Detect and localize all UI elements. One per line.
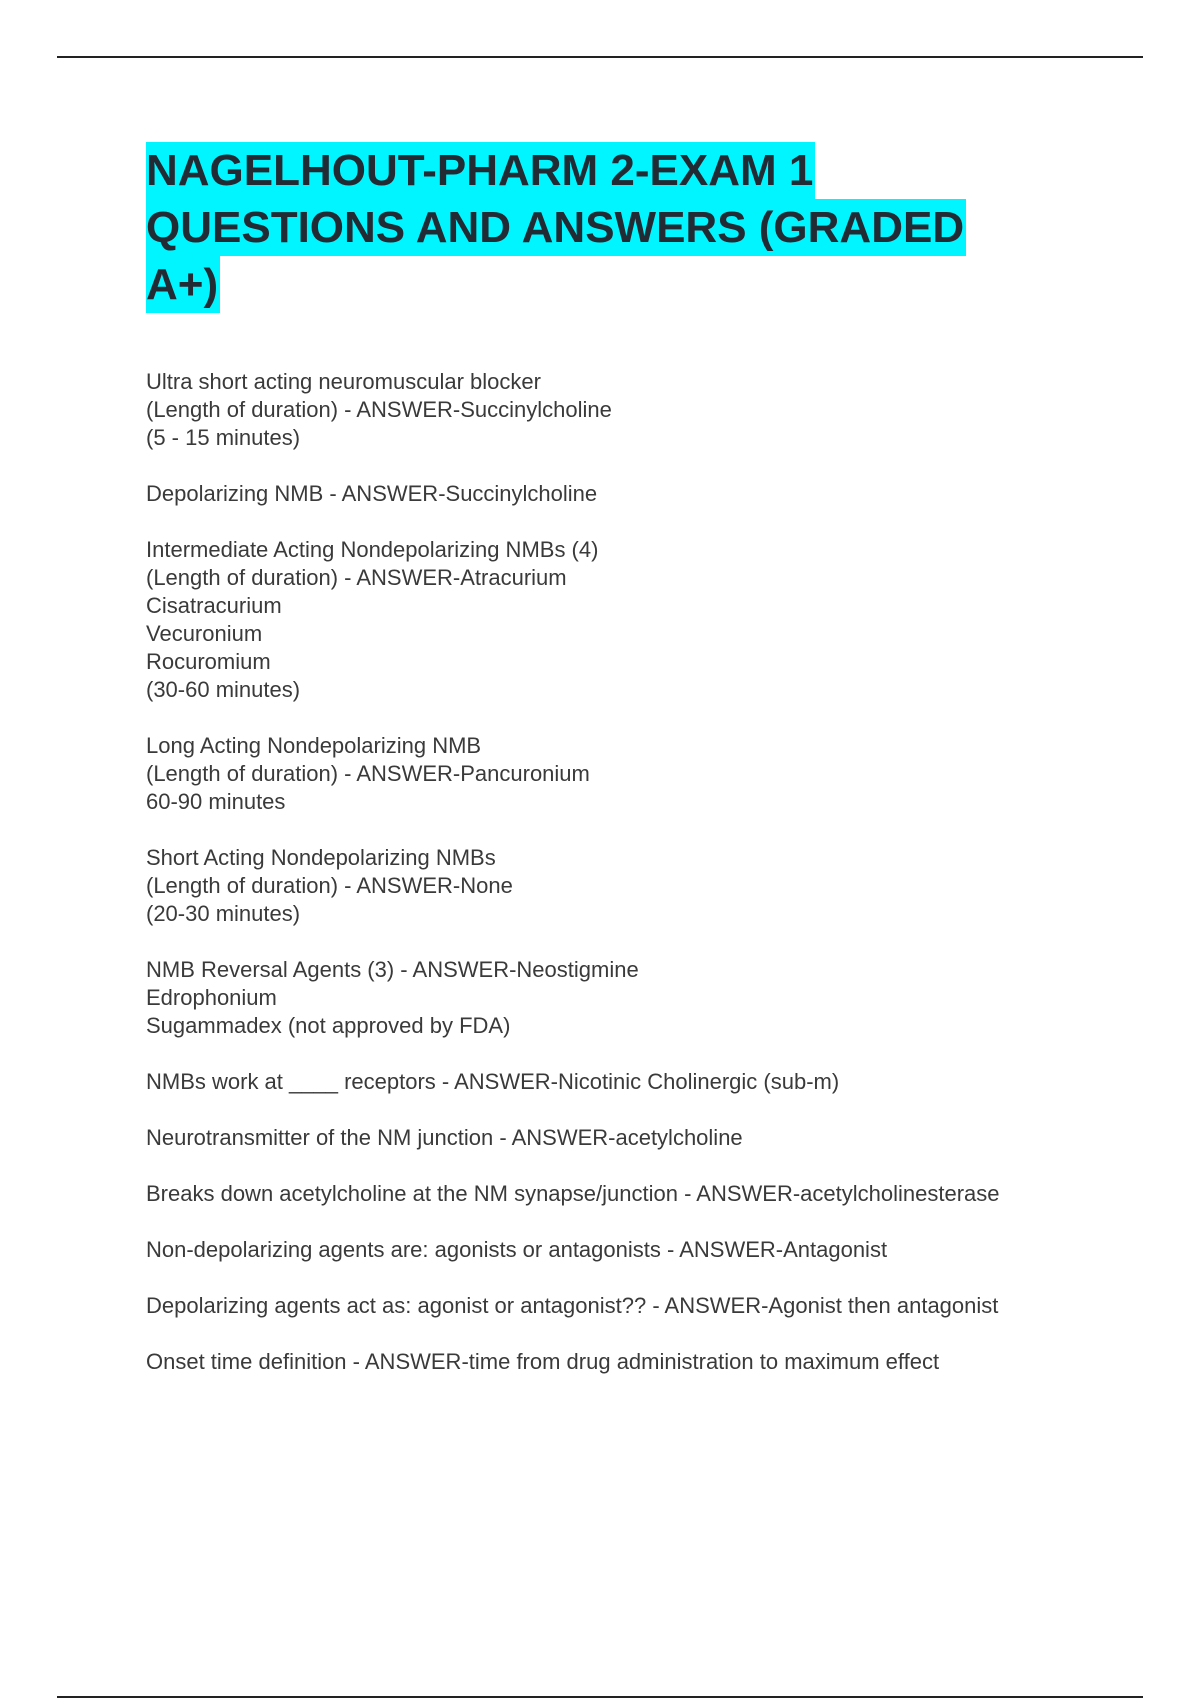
qa-item (146, 1292, 1146, 1320)
qa-text-line: (20-30 minutes) (146, 901, 301, 926)
qa-item (146, 1236, 1146, 1264)
qa-text-line: Onset time definition - ANSWER-time from drug administration to maximum effect (146, 1349, 940, 1374)
document-title (146, 142, 1086, 313)
qa-text-line: (Length of duration) - ANSWER-Pancuronium (146, 761, 590, 786)
top-rule (57, 56, 1143, 58)
qa-text-line: Intermediate Acting Nondepolarizing NMBs (4) (146, 537, 599, 562)
title-line: A+) (146, 256, 220, 313)
qa-text-line: Cisatracurium (146, 593, 282, 618)
qa-item (146, 1180, 1146, 1208)
qa-text-line: Vecuronium (146, 621, 263, 646)
qa-text-line: Depolarizing NMB - ANSWER-Succinylcholine (146, 481, 598, 506)
qa-text-line: Ultra short acting neuromuscular blocker (146, 369, 541, 394)
qa-item (146, 956, 1146, 1040)
qa-text-line: NMB Reversal Agents (3) - ANSWER-Neostigmine (146, 957, 639, 982)
qa-text-line: NMBs work at ____ receptors - ANSWER-Nicotinic Cholinergic (sub-m) (146, 1069, 840, 1094)
bottom-rule (57, 1696, 1143, 1698)
qa-text-line: (5 - 15 minutes) (146, 425, 301, 450)
qa-text-line: Non-depolarizing agents are: agonists or antagonists - ANSWER-Antagonist (146, 1237, 888, 1262)
qa-text-line: Depolarizing agents act as: agonist or antagonist?? - ANSWER-Agonist then antagonist (146, 1293, 999, 1318)
qa-text-line: Neurotransmitter of the NM junction - ANSWER-acetylcholine (146, 1125, 743, 1150)
qa-text-line: (Length of duration) - ANSWER-Succinylcholine (146, 397, 612, 422)
title-line: QUESTIONS AND ANSWERS (GRADED (146, 199, 966, 256)
qa-item (146, 732, 1146, 816)
qa-item (146, 536, 1146, 704)
qa-item (146, 1124, 1146, 1152)
qa-text-line: (30-60 minutes) (146, 677, 301, 702)
qa-item (146, 1348, 1146, 1376)
qa-item (146, 480, 1146, 508)
qa-text-line: (Length of duration) - ANSWER-Atracurium (146, 565, 567, 590)
qa-text-line: Long Acting Nondepolarizing NMB (146, 733, 482, 758)
qa-item (146, 844, 1146, 928)
qa-text-line: (Length of duration) - ANSWER-None (146, 873, 513, 898)
qa-list (146, 368, 1146, 1404)
qa-item (146, 1068, 1146, 1096)
qa-text-line: 60-90 minutes (146, 789, 286, 814)
qa-item (146, 368, 1146, 452)
qa-text-line: Edrophonium (146, 985, 277, 1010)
qa-text-line: Sugammadex (not approved by FDA) (146, 1013, 511, 1038)
title-line: NAGELHOUT-PHARM 2-EXAM 1 (146, 142, 815, 199)
qa-text-line: Short Acting Nondepolarizing NMBs (146, 845, 496, 870)
qa-text-line: Breaks down acetylcholine at the NM synapse/junction - ANSWER-acetylcholinesterase (146, 1181, 1000, 1206)
qa-text-line: Rocuromium (146, 649, 271, 674)
